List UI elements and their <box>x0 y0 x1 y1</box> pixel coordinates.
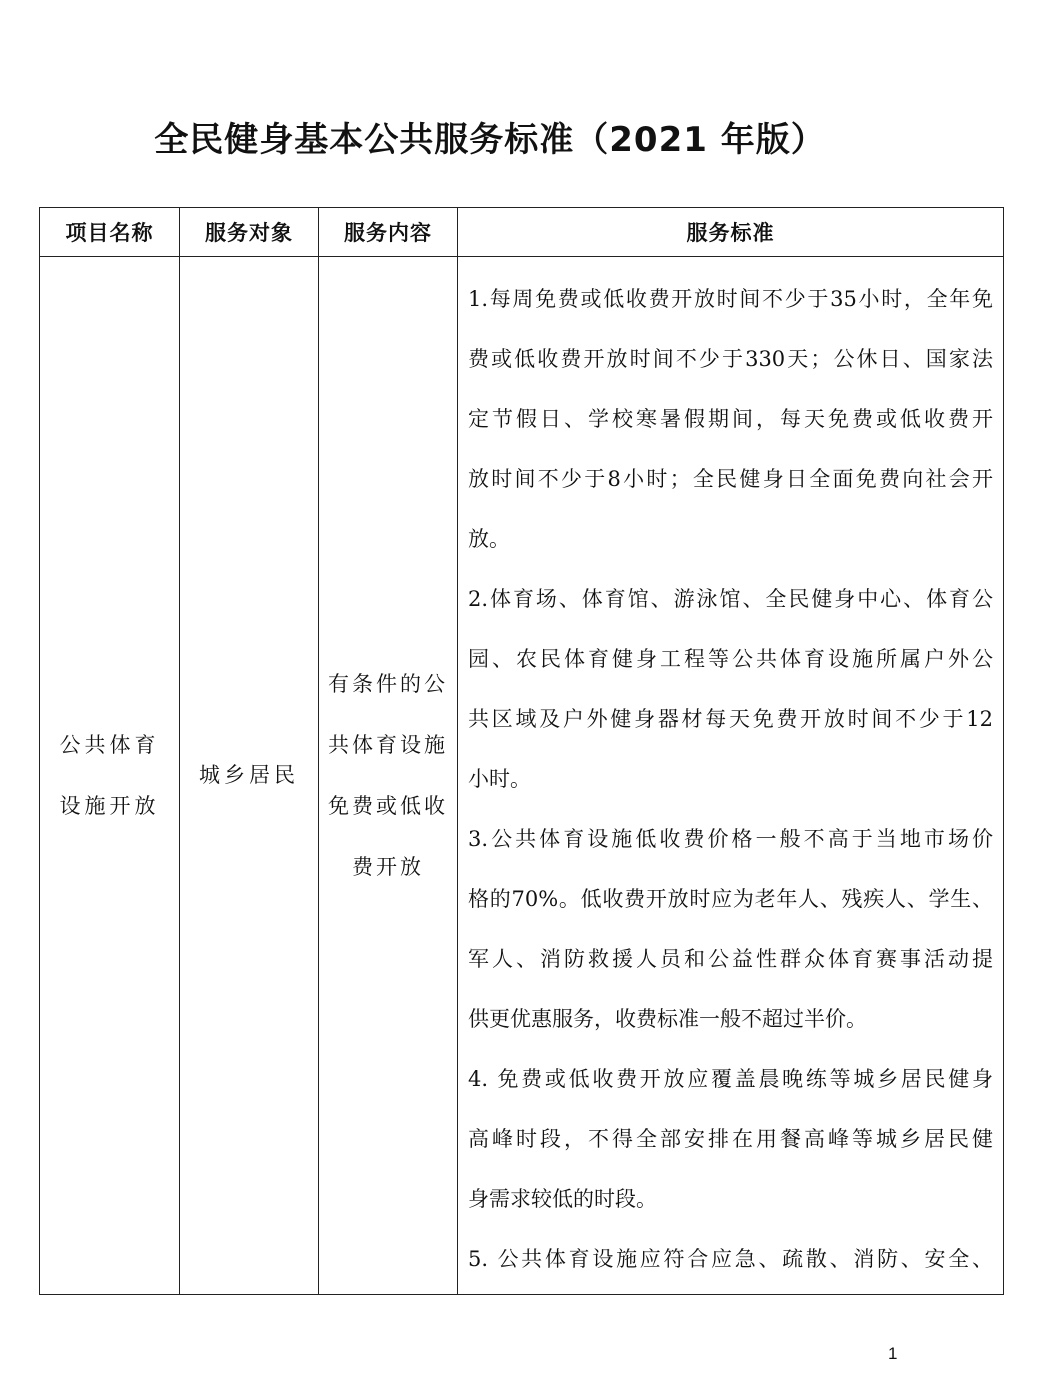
item-name-line: 设施开放 <box>59 793 160 818</box>
service-target-text: 城乡居民 <box>199 763 299 787</box>
header-service-content: 服务内容 <box>344 221 432 245</box>
standard-line: 放时间不少于8小时；全民健身日全面免费向社会开 <box>468 467 993 491</box>
header-service-target: 服务对象 <box>205 221 293 245</box>
standard-line: 1.每周免费或低收费开放时间不少于35小时，全年免 <box>468 287 993 311</box>
cell-service-standard <box>458 257 1003 1294</box>
standard-line: 高峰时段，不得全部安排在用餐高峰等城乡居民健 <box>468 1127 993 1151</box>
header-service-standard: 服务标准 <box>686 221 775 245</box>
service-content-text <box>328 654 448 898</box>
cell-service-content <box>319 257 457 1294</box>
service-content-line: 有条件的公 <box>328 671 448 696</box>
standard-line: 4. 免费或低收费开放应覆盖晨晚练等城乡居民健身 <box>468 1067 993 1091</box>
service-content-line: 免费或低收 <box>328 793 448 818</box>
item-name-text <box>60 715 160 837</box>
service-content-line: 费开放 <box>352 854 424 879</box>
standard-line: 3.公共体育设施低收费价格一般不高于当地市场价 <box>468 827 993 851</box>
header-item-name: 项目名称 <box>65 221 154 245</box>
service-standard-table <box>39 207 1004 1295</box>
standard-line: 军人、消防救援人员和公益性群众体育赛事活动提 <box>468 947 993 971</box>
standard-line: 供更优惠服务，收费标准一般不超过半价。 <box>468 1007 867 1031</box>
standard-line: 费或低收费开放时间不少于330天；公休日、国家法 <box>468 347 993 371</box>
standard-line: 放。 <box>468 527 510 551</box>
standard-line: 身需求较低的时段。 <box>468 1187 657 1211</box>
standard-line: 园、农民体育健身工程等公共体育设施所属户外公 <box>468 647 993 671</box>
standard-line: 定节假日、学校寒暑假期间，每天免费或低收费开 <box>468 407 993 431</box>
standard-line: 小时。 <box>468 767 531 791</box>
standard-line: 共区域及户外健身器材每天免费开放时间不少于12 <box>468 707 993 731</box>
cell-service-target <box>180 257 318 1294</box>
page-number: 1 <box>888 1344 898 1363</box>
standard-line: 2.体育场、体育馆、游泳馆、全民健身中心、体育公 <box>468 587 993 611</box>
service-content-line: 共体育设施 <box>328 732 448 757</box>
standard-line: 5. 公共体育设施应符合应急、疏散、消防、安全、 <box>468 1247 993 1271</box>
item-name-line: 公共体育 <box>59 732 160 757</box>
document-title: 全民健身基本公共服务标准（2021 年版） <box>154 120 826 160</box>
cell-item-name <box>40 257 179 1294</box>
standard-line: 格的70%。低收费开放时应为老年人、残疾人、学生、 <box>468 887 993 911</box>
